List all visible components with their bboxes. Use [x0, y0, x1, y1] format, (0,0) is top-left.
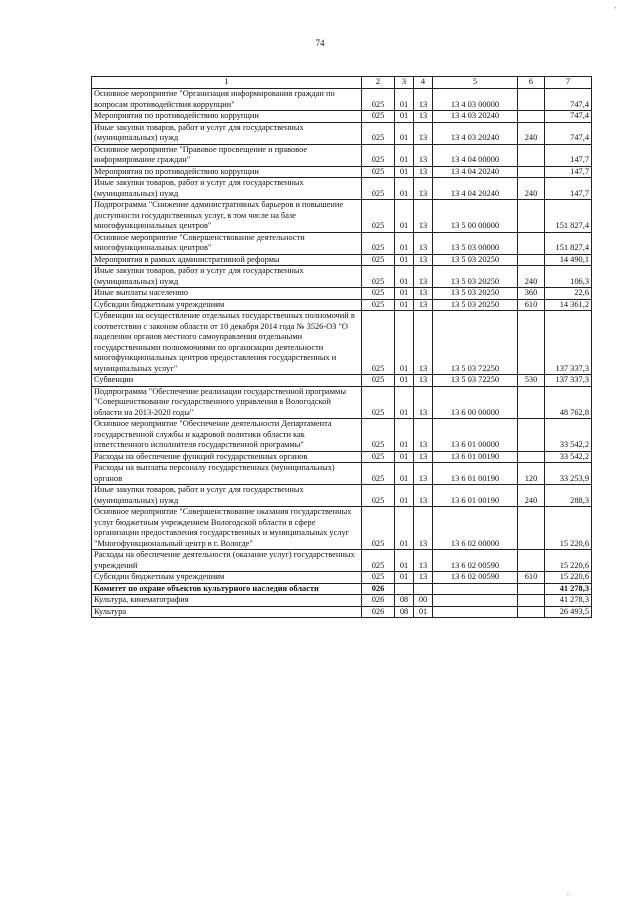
row-section-cell: 01 [395, 386, 414, 419]
row-subsection-cell: 13 [414, 419, 433, 452]
scan-mark: .. [566, 889, 570, 897]
row-target-article-cell: 13 5 03 72250 [433, 311, 518, 375]
row-amount-cell: 147,7 [545, 144, 592, 166]
row-amount-cell: 14 490,1 [545, 254, 592, 266]
row-amount-cell: 747,4 [545, 89, 592, 111]
row-name-cell: Иные закупки товаров, работ и услуг для государственных (муниципальных) нужд [92, 485, 362, 507]
row-section-cell: 01 [395, 166, 414, 178]
table-row [92, 111, 592, 123]
row-section-cell: 01 [395, 254, 414, 266]
column-header: 6 [518, 77, 545, 89]
row-subsection-cell [414, 583, 433, 595]
row-target-article-cell: 13 5 03 00000 [433, 232, 518, 254]
table-row [92, 606, 592, 618]
row-code-cell: 025 [362, 572, 395, 584]
row-subsection-cell: 00 [414, 595, 433, 607]
row-expense-type-cell [518, 89, 545, 111]
row-amount-cell: 15 220,6 [545, 572, 592, 584]
row-target-article-cell: 13 6 02 00000 [433, 507, 518, 550]
table-row [92, 299, 592, 311]
table-row [92, 595, 592, 607]
row-amount-cell: 151 827,4 [545, 200, 592, 233]
row-code-cell: 026 [362, 606, 395, 618]
row-expense-type-cell [518, 311, 545, 375]
row-code-cell: 025 [362, 386, 395, 419]
row-code-cell: 025 [362, 178, 395, 200]
row-expense-type-cell [518, 200, 545, 233]
row-name-cell: Основное мероприятие "Организация информирования граждан по вопросам противодействия коррупции" [92, 89, 362, 111]
row-code-cell: 025 [362, 463, 395, 485]
row-subsection-cell: 13 [414, 144, 433, 166]
row-subsection-cell: 01 [414, 606, 433, 618]
row-section-cell: 01 [395, 572, 414, 584]
row-expense-type-cell [518, 144, 545, 166]
row-amount-cell: 15 220,6 [545, 507, 592, 550]
row-subsection-cell: 13 [414, 89, 433, 111]
row-section-cell: 01 [395, 375, 414, 387]
row-expense-type-cell [518, 386, 545, 419]
row-amount-cell: 48 762,8 [545, 386, 592, 419]
row-target-article-cell: 13 5 03 72250 [433, 375, 518, 387]
row-expense-type-cell [518, 595, 545, 607]
row-expense-type-cell [518, 606, 545, 618]
row-amount-cell: 15 220,6 [545, 550, 592, 572]
row-amount-cell: 22,6 [545, 288, 592, 300]
row-code-cell: 025 [362, 166, 395, 178]
row-section-cell: 08 [395, 595, 414, 607]
row-amount-cell: 106,3 [545, 266, 592, 288]
row-name-cell: Расходы на обеспечение деятельности (оказание услуг) государственных учреждений [92, 550, 362, 572]
row-name-cell: Подпрограмма "Обеспечение реализации государственной программы "Совершенствование государственного управления в Вологодской области на 2013-2020 годы" [92, 386, 362, 419]
row-subsection-cell: 13 [414, 266, 433, 288]
row-section-cell: 01 [395, 311, 414, 375]
row-name-cell: Субсидии бюджетным учреждениям [92, 299, 362, 311]
row-name-cell: Культура, кинематография [92, 595, 362, 607]
column-header: 5 [433, 77, 518, 89]
row-section-cell: 01 [395, 200, 414, 233]
row-name-cell: Субсидии бюджетным учреждениям [92, 572, 362, 584]
column-header: 7 [545, 77, 592, 89]
table-row [92, 386, 592, 419]
row-name-cell: Мероприятия по противодействию коррупции [92, 166, 362, 178]
row-code-cell: 026 [362, 595, 395, 607]
row-expense-type-cell: 610 [518, 299, 545, 311]
row-target-article-cell: 13 5 03 20250 [433, 254, 518, 266]
row-code-cell: 025 [362, 266, 395, 288]
row-section-cell: 01 [395, 485, 414, 507]
row-name-cell: Основное мероприятие "Совершенствование оказания государственных услуг бюджетным учреждением Вологодской области в сфере организации предоставления государственных и муниципальных услуг "Многофункциональный центр в г. Вологде" [92, 507, 362, 550]
row-amount-cell: 137 337,3 [545, 375, 592, 387]
row-subsection-cell: 13 [414, 375, 433, 387]
row-name-cell: Иные закупки товаров, работ и услуг для государственных (муниципальных) нужд [92, 122, 362, 144]
table-row [92, 572, 592, 584]
row-section-cell: 01 [395, 266, 414, 288]
row-amount-cell: 288,3 [545, 485, 592, 507]
row-subsection-cell: 13 [414, 232, 433, 254]
row-expense-type-cell [518, 507, 545, 550]
row-code-cell: 025 [362, 311, 395, 375]
table-row [92, 419, 592, 452]
row-amount-cell: 26 493,5 [545, 606, 592, 618]
row-expense-type-cell [518, 166, 545, 178]
table-row [92, 583, 592, 595]
row-expense-type-cell [518, 232, 545, 254]
row-expense-type-cell [518, 419, 545, 452]
row-subsection-cell: 13 [414, 254, 433, 266]
row-target-article-cell: 13 4 04 00000 [433, 144, 518, 166]
table-row [92, 507, 592, 550]
row-section-cell: 01 [395, 299, 414, 311]
table-row [92, 144, 592, 166]
row-code-cell: 025 [362, 200, 395, 233]
table-row [92, 254, 592, 266]
row-amount-cell: 41 278,3 [545, 583, 592, 595]
row-target-article-cell: 13 5 03 20250 [433, 299, 518, 311]
row-subsection-cell: 13 [414, 299, 433, 311]
row-subsection-cell: 13 [414, 451, 433, 463]
row-subsection-cell: 13 [414, 200, 433, 233]
row-section-cell: 01 [395, 89, 414, 111]
row-section-cell: 01 [395, 451, 414, 463]
row-name-cell: Субвенции на осуществление отдельных государственных полномочий в соответствии с законом области от 10 декабря 2014 года № 3526-ОЗ "О наделении органов местного самоуправления отдельными государственными полномочиями по организации деятельности многофункциональных центров предоставления государственных и муниципальных услуг" [92, 311, 362, 375]
row-subsection-cell: 13 [414, 111, 433, 123]
row-target-article-cell [433, 583, 518, 595]
budget-table [91, 76, 592, 618]
row-expense-type-cell: 240 [518, 122, 545, 144]
table-row [92, 200, 592, 233]
row-expense-type-cell [518, 583, 545, 595]
table-row [92, 122, 592, 144]
table-row [92, 166, 592, 178]
row-name-cell: Комитет по охране объектов культурного наследия области [92, 583, 362, 595]
row-expense-type-cell [518, 254, 545, 266]
row-expense-type-cell: 530 [518, 375, 545, 387]
row-section-cell: 01 [395, 463, 414, 485]
row-subsection-cell: 13 [414, 463, 433, 485]
row-subsection-cell: 13 [414, 166, 433, 178]
table-header-row [92, 77, 592, 89]
row-target-article-cell: 13 5 00 00000 [433, 200, 518, 233]
row-name-cell: Основное мероприятие "Обеспечение деятельности Департамента государственной службы и кадровой политики области как ответственного исполнителя государственной программы" [92, 419, 362, 452]
row-code-cell: 025 [362, 89, 395, 111]
column-header: 4 [414, 77, 433, 89]
row-name-cell: Иные закупки товаров, работ и услуг для государственных (муниципальных) нужд [92, 178, 362, 200]
row-name-cell: Мероприятия в рамках административной реформы [92, 254, 362, 266]
row-section-cell: 01 [395, 419, 414, 452]
row-section-cell: 01 [395, 288, 414, 300]
row-expense-type-cell: 240 [518, 485, 545, 507]
row-subsection-cell: 13 [414, 288, 433, 300]
row-expense-type-cell [518, 111, 545, 123]
row-code-cell: 025 [362, 254, 395, 266]
row-subsection-cell: 13 [414, 122, 433, 144]
row-code-cell: 025 [362, 288, 395, 300]
row-name-cell: Расходы на обеспечение функций государственных органов [92, 451, 362, 463]
table-row [92, 178, 592, 200]
row-subsection-cell: 13 [414, 386, 433, 419]
row-amount-cell: 747,4 [545, 122, 592, 144]
table-body [92, 89, 592, 618]
row-section-cell: 01 [395, 232, 414, 254]
row-expense-type-cell [518, 451, 545, 463]
row-target-article-cell: 13 6 01 00190 [433, 485, 518, 507]
row-amount-cell: 33 542,2 [545, 419, 592, 452]
row-amount-cell: 137 337,3 [545, 311, 592, 375]
row-code-cell: 025 [362, 375, 395, 387]
row-name-cell: Мероприятия по противодействию коррупции [92, 111, 362, 123]
row-target-article-cell: 13 4 04 20240 [433, 166, 518, 178]
row-target-article-cell: 13 4 04 20240 [433, 178, 518, 200]
row-section-cell: 01 [395, 111, 414, 123]
row-amount-cell: 33 542,2 [545, 451, 592, 463]
row-code-cell: 025 [362, 299, 395, 311]
row-subsection-cell: 13 [414, 485, 433, 507]
row-section-cell: 01 [395, 122, 414, 144]
row-target-article-cell: 13 4 03 20240 [433, 111, 518, 123]
row-expense-type-cell: 240 [518, 266, 545, 288]
row-name-cell: Основное мероприятие "Совершенствование деятельности многофункциональных центров" [92, 232, 362, 254]
table-row [92, 311, 592, 375]
row-target-article-cell: 13 5 03 20250 [433, 266, 518, 288]
row-amount-cell: 33 253,9 [545, 463, 592, 485]
row-expense-type-cell: 610 [518, 572, 545, 584]
row-expense-type-cell: 360 [518, 288, 545, 300]
row-name-cell: Культура [92, 606, 362, 618]
row-name-cell: Субвенции [92, 375, 362, 387]
row-target-article-cell: 13 4 03 20240 [433, 122, 518, 144]
row-section-cell [395, 583, 414, 595]
row-name-cell: Подпрограмма "Снижение административных барьеров и повышение доступности государственных услуг, в том числе на базе многофункциональных центров" [92, 200, 362, 233]
table-row [92, 89, 592, 111]
row-name-cell: Основное мероприятие "Правовое просвещение и правовое информирование граждан" [92, 144, 362, 166]
row-subsection-cell: 13 [414, 572, 433, 584]
table-row [92, 288, 592, 300]
row-target-article-cell: 13 6 01 00000 [433, 419, 518, 452]
row-target-article-cell [433, 606, 518, 618]
row-code-cell: 025 [362, 144, 395, 166]
table-row [92, 463, 592, 485]
row-code-cell: 025 [362, 451, 395, 463]
row-target-article-cell: 13 5 03 20250 [433, 288, 518, 300]
row-section-cell: 01 [395, 144, 414, 166]
table-row [92, 550, 592, 572]
row-section-cell: 01 [395, 507, 414, 550]
page-number: 74 [315, 38, 325, 48]
scan-mark: , [614, 2, 616, 10]
row-amount-cell: 147,7 [545, 166, 592, 178]
row-target-article-cell: 13 6 01 00190 [433, 451, 518, 463]
row-subsection-cell: 13 [414, 507, 433, 550]
row-expense-type-cell [518, 550, 545, 572]
row-name-cell: Иные выплаты населению [92, 288, 362, 300]
row-code-cell: 025 [362, 507, 395, 550]
table-row [92, 451, 592, 463]
row-code-cell: 025 [362, 232, 395, 254]
row-amount-cell: 147,7 [545, 178, 592, 200]
row-name-cell: Иные закупки товаров, работ и услуг для государственных (муниципальных) нужд [92, 266, 362, 288]
row-expense-type-cell: 240 [518, 178, 545, 200]
row-subsection-cell: 13 [414, 550, 433, 572]
row-code-cell: 025 [362, 111, 395, 123]
row-name-cell: Расходы на выплаты персоналу государственных (муниципальных) органов [92, 463, 362, 485]
row-code-cell: 025 [362, 419, 395, 452]
column-header: 3 [395, 77, 414, 89]
row-section-cell: 01 [395, 178, 414, 200]
row-target-article-cell: 13 6 01 00190 [433, 463, 518, 485]
row-amount-cell: 41 278,3 [545, 595, 592, 607]
row-target-article-cell [433, 595, 518, 607]
row-amount-cell: 151 827,4 [545, 232, 592, 254]
column-header: 1 [92, 77, 362, 89]
row-section-cell: 01 [395, 550, 414, 572]
row-subsection-cell: 13 [414, 311, 433, 375]
table-row [92, 485, 592, 507]
table-row [92, 375, 592, 387]
row-expense-type-cell: 120 [518, 463, 545, 485]
row-target-article-cell: 13 6 02 00590 [433, 572, 518, 584]
table-row [92, 232, 592, 254]
row-target-article-cell: 13 4 03 00000 [433, 89, 518, 111]
row-code-cell: 025 [362, 485, 395, 507]
row-amount-cell: 747,4 [545, 111, 592, 123]
row-target-article-cell: 13 6 00 00000 [433, 386, 518, 419]
row-amount-cell: 14 361,2 [545, 299, 592, 311]
table-row [92, 266, 592, 288]
row-subsection-cell: 13 [414, 178, 433, 200]
row-section-cell: 08 [395, 606, 414, 618]
row-code-cell: 025 [362, 122, 395, 144]
row-target-article-cell: 13 6 02 00590 [433, 550, 518, 572]
row-code-cell: 026 [362, 583, 395, 595]
column-header: 2 [362, 77, 395, 89]
row-code-cell: 025 [362, 550, 395, 572]
